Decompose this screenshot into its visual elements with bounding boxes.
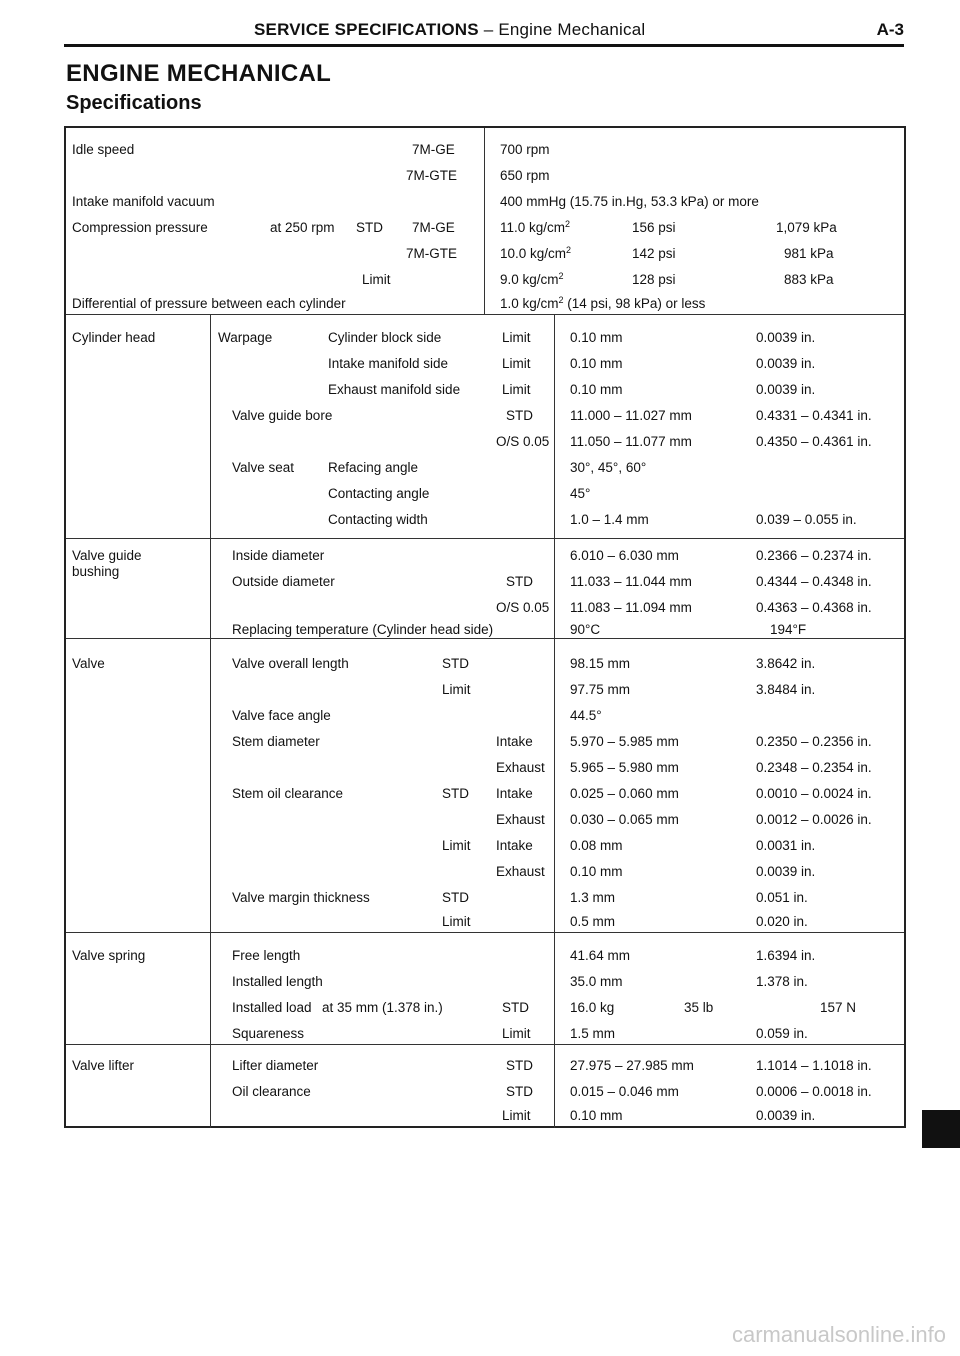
row-divider: [66, 1044, 904, 1045]
mg-lim-mm: 0.5 mm: [570, 914, 616, 929]
lifter-title: Valve lifter: [72, 1058, 135, 1073]
sd-in-mm: 5.970 – 5.985 mm: [570, 734, 679, 749]
limit-label: Limit: [502, 330, 531, 345]
so-lim-in-mm: 0.08 mm: [570, 838, 623, 853]
row-divider: [66, 314, 904, 315]
top-divider: [484, 128, 485, 314]
so-std-in-in: 0.0010 – 0.0024 in.: [756, 786, 872, 801]
so-lim-ex-mm: 0.10 mm: [570, 864, 623, 879]
lifter-diameter-label: Lifter diameter: [232, 1058, 319, 1073]
contact-angle-val: 45°: [570, 486, 591, 501]
header-rule: [64, 44, 904, 47]
gb-os-in: 0.4350 – 0.4361 in.: [756, 434, 872, 449]
face-label: Valve face angle: [232, 708, 331, 723]
std-label: STD: [502, 1000, 529, 1015]
so-std-in-mm: 0.025 – 0.060 mm: [570, 786, 679, 801]
idle-7mgte: 7M-GTE: [406, 168, 458, 183]
compression-rpm: at 250 rpm: [270, 220, 335, 235]
manifold-vacuum-val: 400 mmHg (15.75 in.Hg, 53.3 kPa) or more: [500, 194, 759, 209]
free-mm: 41.64 mm: [570, 948, 631, 963]
spring-title: Valve spring: [72, 948, 146, 963]
oil-std-mm: 0.015 – 0.046 mm: [570, 1084, 679, 1099]
out-os-mm: 11.083 – 11.094 mm: [570, 600, 692, 615]
sd-ex-in: 0.2348 – 0.2354 in.: [756, 760, 872, 775]
dia-in: 1.1014 – 1.1018 in.: [756, 1058, 872, 1073]
w2-in: 0.0039 in.: [756, 356, 816, 371]
out-os-in: 0.4363 – 0.4368 in.: [756, 600, 872, 615]
gb-std-in: 0.4331 – 0.4341 in.: [756, 408, 872, 423]
comp-limit-psi: 128 psi: [632, 272, 676, 287]
page-header: [64, 14, 904, 44]
idle-7mgte-val: 650 rpm: [500, 168, 550, 183]
stem-dia-label: Stem diameter: [232, 734, 320, 749]
guide-bore-label: Valve guide bore: [232, 408, 333, 423]
row-divider: [66, 538, 904, 539]
free-length-label: Free length: [232, 948, 301, 963]
installed-in: 1.378 in.: [756, 974, 808, 989]
limit-label: Limit: [502, 1108, 531, 1123]
comp-7mgte-kpa: 981 kPa: [784, 246, 834, 261]
mg-std-mm: 1.3 mm: [570, 890, 616, 905]
comp-limit: Limit: [362, 272, 391, 287]
std-label: STD: [442, 890, 469, 905]
oil-lim-mm: 0.10 mm: [570, 1108, 623, 1123]
std-label: STD: [442, 656, 469, 671]
contact-width-in: 0.039 – 0.055 in.: [756, 512, 857, 527]
watermark: carmanualsonline.info: [731, 1322, 946, 1347]
exhaust-label: Exhaust: [496, 864, 545, 879]
row-divider: [66, 932, 904, 933]
manifold-vacuum-label: Intake manifold vacuum: [72, 194, 215, 209]
square-in: 0.059 in.: [756, 1026, 808, 1041]
col-divider: [554, 314, 555, 1128]
w1-in: 0.0039 in.: [756, 330, 816, 345]
comp-7mge-kpa: 1,079 kPa: [776, 220, 837, 235]
os-label: O/S 0.05: [496, 600, 550, 615]
oil-clearance-label: Oil clearance: [232, 1084, 311, 1099]
ov-std-mm: 98.15 mm: [570, 656, 631, 671]
intake-label: Intake: [496, 734, 533, 749]
ov-lim-mm: 97.75 mm: [570, 682, 631, 697]
sd-in-in: 0.2350 – 0.2356 in.: [756, 734, 872, 749]
idle-7mge-val: 700 rpm: [500, 142, 550, 157]
ov-std-in: 3.8642 in.: [756, 656, 816, 671]
load-n: 157 N: [820, 1000, 857, 1015]
inside-in: 0.2366 – 0.2374 in.: [756, 548, 872, 563]
valve-seat-label: Valve seat: [232, 460, 295, 475]
oil-std-in: 0.0006 – 0.0018 in.: [756, 1084, 872, 1099]
page-number: A-3: [876, 20, 904, 39]
exhaust-label: Exhaust: [496, 760, 545, 775]
inside-dia-label: Inside diameter: [232, 548, 325, 563]
intake-label: Intake: [496, 786, 533, 801]
contact-angle-label: Contacting angle: [328, 486, 430, 501]
col-divider: [210, 314, 211, 1128]
square-mm: 1.5 mm: [570, 1026, 616, 1041]
row-divider: [66, 638, 904, 639]
w1-mm: 0.10 mm: [570, 330, 623, 345]
guide-bush-title-2: bushing: [72, 564, 120, 579]
installed-length-label: Installed length: [232, 974, 323, 989]
comp-7mgte-psi: 142 psi: [632, 246, 676, 261]
oil-lim-in: 0.0039 in.: [756, 1108, 816, 1123]
compression-label: Compression pressure: [72, 220, 208, 235]
w3-mm: 0.10 mm: [570, 382, 623, 397]
installed-load-at: at 35 mm (1.378 in.): [322, 1000, 443, 1015]
replacing-c: 90°C: [570, 622, 601, 637]
stem-oil-label: Stem oil clearance: [232, 786, 344, 801]
limit-label: Limit: [442, 914, 471, 929]
spec-table: [64, 126, 906, 1128]
face-val: 44.5°: [570, 708, 602, 723]
exhaust-label: Exhaust: [496, 812, 545, 827]
out-std-in: 0.4344 – 0.4348 in.: [756, 574, 872, 589]
comp-7mge: 7M-GE: [412, 220, 455, 235]
std-label: STD: [442, 786, 469, 801]
so-std-ex-in: 0.0012 – 0.0026 in.: [756, 812, 872, 827]
limit-label: Limit: [502, 1026, 531, 1041]
intake-side-label: Intake manifold side: [328, 356, 449, 371]
gb-std-mm: 11.000 – 11.027 mm: [570, 408, 692, 423]
free-in: 1.6394 in.: [756, 948, 816, 963]
margin-label: Valve margin thickness: [232, 890, 370, 905]
replacing-f: 194°F: [770, 622, 807, 637]
std-label: STD: [506, 574, 533, 589]
intake-label: Intake: [496, 838, 533, 853]
squareness-label: Squareness: [232, 1026, 305, 1041]
so-lim-ex-in: 0.0039 in.: [756, 864, 816, 879]
header-title: SERVICE SPECIFICATIONS – Engine Mechanical: [254, 20, 646, 39]
limit-label: Limit: [442, 838, 471, 853]
exhaust-side-label: Exhaust manifold side: [328, 382, 461, 397]
inside-mm: 6.010 – 6.030 mm: [570, 548, 679, 563]
installed-mm: 35.0 mm: [570, 974, 623, 989]
contact-width-mm: 1.0 – 1.4 mm: [570, 512, 649, 527]
w3-in: 0.0039 in.: [756, 382, 816, 397]
block-side-label: Cylinder block side: [328, 330, 442, 345]
overall-label: Valve overall length: [232, 656, 349, 671]
warpage-label: Warpage: [218, 330, 273, 345]
std-label: STD: [506, 1084, 533, 1099]
section-subheading: Specifications: [66, 92, 202, 114]
limit-label: Limit: [502, 382, 531, 397]
std-label: STD: [506, 1058, 533, 1073]
outside-dia-label: Outside diameter: [232, 574, 335, 589]
cyl-head-title: Cylinder head: [72, 330, 156, 345]
sd-ex-mm: 5.965 – 5.980 mm: [570, 760, 679, 775]
idle-7mge: 7M-GE: [412, 142, 455, 157]
limit-label: Limit: [442, 682, 471, 697]
differential-label: Differential of pressure between each cylinder: [72, 296, 346, 311]
load-lb: 35 lb: [684, 1000, 714, 1015]
comp-limit-kpa: 883 kPa: [784, 272, 834, 287]
gb-os-mm: 11.050 – 11.077 mm: [570, 434, 692, 449]
compression-std: STD: [356, 220, 383, 235]
idle-speed-label: Idle speed: [72, 142, 135, 157]
comp-7mgte: 7M-GTE: [406, 246, 458, 261]
contact-width-label: Contacting width: [328, 512, 428, 527]
limit-label: Limit: [502, 356, 531, 371]
differential-val: 1.0 $kg/cm^2$ (14 psi, 98 kPa) or less: [500, 295, 706, 311]
comp-7mge-kg: 11.0 $kg/cm^2$: [500, 219, 571, 235]
replacing-label: Replacing temperature (Cylinder head side): [232, 622, 494, 637]
mg-std-in: 0.051 in.: [756, 890, 808, 905]
section-heading: ENGINE MECHANICAL: [66, 60, 332, 87]
mg-lim-in: 0.020 in.: [756, 914, 808, 929]
out-std-mm: 11.033 – 11.044 mm: [570, 574, 692, 589]
installed-load-label: Installed load: [232, 1000, 312, 1015]
refacing-val: 30°, 45°, 60°: [570, 460, 647, 475]
comp-7mge-psi: 156 psi: [632, 220, 676, 235]
refacing-label: Refacing angle: [328, 460, 419, 475]
w2-mm: 0.10 mm: [570, 356, 623, 371]
section-tab-marker: [922, 1110, 960, 1148]
comp-limit-kg: 9.0 $kg/cm^2$: [500, 271, 564, 287]
guide-bush-title: Valve guide: [72, 548, 142, 563]
so-std-ex-mm: 0.030 – 0.065 mm: [570, 812, 679, 827]
so-lim-in-in: 0.0031 in.: [756, 838, 816, 853]
load-kg: 16.0 kg: [570, 1000, 615, 1015]
dia-mm: 27.975 – 27.985 mm: [570, 1058, 694, 1073]
os-label: O/S 0.05: [496, 434, 550, 449]
ov-lim-in: 3.8484 in.: [756, 682, 816, 697]
std-label: STD: [506, 408, 533, 423]
comp-7mgte-kg: 10.0 $kg/cm^2$: [500, 245, 572, 261]
valve-title: Valve: [72, 656, 105, 671]
